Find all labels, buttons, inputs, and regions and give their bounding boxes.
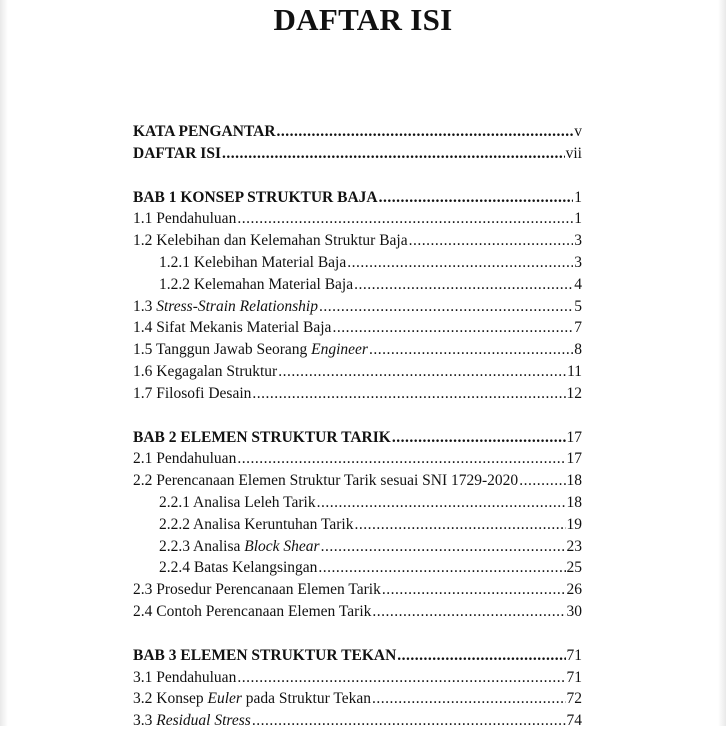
chapter-2 [133,427,582,623]
toc-entry-page: 8 [574,341,582,359]
toc-entry-label [133,710,251,732]
label-text: 3.3 [133,712,157,730]
label-italic-text: Engineer [311,341,368,359]
dot-leader [379,187,574,209]
toc-entry-page: 71 [566,646,582,664]
chapter-1 [133,187,582,405]
toc-entry-label [159,252,346,274]
toc-entry-label [133,688,371,710]
spacer [133,623,582,645]
label-text: 2.2.2 Analisa Keruntuhan Tarik [159,515,354,533]
dot-leader [278,361,566,383]
toc-subsection-entry[interactable] [133,252,582,274]
toc-entry-label [159,557,317,579]
toc-entry-label [159,536,320,558]
dot-leader [237,208,573,230]
toc-chapter-heading[interactable] [133,645,582,667]
label-text: 2.2 Perencanaan Elemen Struktur Tarik sesuai SNI 1729-2020 [133,472,519,490]
toc-section-list [133,448,582,622]
dot-leader [392,427,566,449]
toc-section-entry[interactable] [133,710,582,732]
toc-section-entry[interactable] [133,579,582,601]
dot-leader [318,557,565,579]
toc-entry-label [133,470,518,492]
dot-leader [382,579,566,601]
dot-leader [252,383,565,405]
toc-entry-label [133,361,277,383]
dot-leader [222,143,565,165]
label-italic-text: Residual Stress [156,712,251,730]
label-text: 1.5 Tanggun Jawab Seorang [133,341,312,359]
label-italic-text: Block Shear [244,537,320,555]
spacer [133,165,582,187]
dot-leader [319,296,573,318]
label-italic-text: Stress-Strain Relationship [156,297,318,315]
dot-leader [252,710,566,732]
dot-leader [372,688,566,710]
toc-entry-page: v [574,123,582,140]
label-text: 1.2.1 Kelebihan Material Baja [159,253,347,271]
toc-section-entry[interactable] [133,317,582,339]
toc-entry-label [133,296,318,318]
toc-entry-page: 1 [574,210,582,228]
toc-entry-page: 30 [566,602,582,620]
dot-leader [409,230,574,252]
dot-leader [372,601,565,623]
toc-section-list [133,667,582,732]
toc-entry-label [159,274,353,296]
dot-leader [332,317,573,339]
toc-entry-page: 3 [574,232,582,250]
spacer [133,405,582,427]
toc-entry-page: 74 [566,712,582,730]
toc-entry-label: BAB 3 ELEMEN STRUKTUR TEKAN [133,646,397,664]
toc-entry-page: 19 [566,515,582,533]
toc-entry-label [159,492,316,514]
toc-entry-page: 72 [566,690,582,708]
toc-entry-label [159,514,354,536]
label-text: 1.3 [133,297,157,315]
toc-entry-label [133,339,368,361]
dot-leader [369,339,573,361]
dot-leader [354,274,573,296]
label-italic-text: Euler [207,690,242,708]
toc-entry-page: 17 [566,428,582,446]
toc-entry-page: 17 [566,450,582,468]
toc-entry-page: 12 [566,384,582,402]
toc-entry-page: 4 [574,275,582,293]
toc-entry-label [133,230,408,252]
toc-section-entry[interactable] [133,448,582,470]
toc-entry-page: 1 [574,188,582,206]
toc-entry-page: 5 [574,297,582,315]
dot-leader [519,470,565,492]
label-text: 3.2 Konsep [133,690,208,708]
toc-entry-label: KATA PENGANTAR [133,123,276,140]
label-text: 1.2.2 Kelemahan Material Baja [159,275,354,293]
label-text: 1.2 Kelebihan dan Kelemahan Struktur Baja [133,232,408,250]
toc-section-entry[interactable] [133,230,582,252]
dot-leader [355,514,566,536]
toc-section-entry[interactable] [133,208,582,230]
toc-chapter-heading[interactable] [133,427,582,449]
toc-subsection-entry[interactable] [133,557,582,579]
toc-entry-page: 18 [566,493,582,511]
toc-section-entry[interactable] [133,339,582,361]
label-text: 2.2.3 Analisa [159,537,245,555]
toc-entry-label [133,448,236,470]
toc-entry-page: 7 [574,319,582,337]
toc-entry-page: 3 [574,253,582,271]
label-text-suffix: pada Struktur Tekan [241,690,371,708]
label-text: 1.7 Filosofi Desain [133,384,252,402]
toc-entry-page: 18 [566,472,582,490]
toc-entry-label: BAB 2 ELEMEN STRUKTUR TARIK [133,428,391,446]
toc-section-entry[interactable] [133,296,582,318]
page-edge-right [718,0,726,726]
label-text: 2.2.4 Batas Kelangsingan [159,559,318,577]
dot-leader [321,536,566,558]
toc-entry-page: 26 [566,581,582,599]
toc-entry-kata-pengantar[interactable] [133,121,582,143]
dot-leader [237,448,565,470]
toc-section-entry[interactable] [133,470,582,492]
label-text: 3.1 Pendahuluan [133,668,237,686]
toc-entry-label [133,601,371,623]
toc-subsection-entry[interactable] [133,492,582,514]
label-text: 1.6 Kegagalan Struktur [133,362,278,380]
label-text: 2.3 Prosedur Perencanaan Elemen Tarik [133,581,381,599]
table-of-contents [133,121,582,732]
toc-entry-label [133,383,251,405]
label-text: 1.4 Sifat Mekanis Material Baja [133,319,332,337]
label-text: 2.4 Contoh Perencanaan Elemen Tarik [133,602,372,620]
toc-entry-page: 23 [566,537,582,555]
toc-entry-page: vii [565,144,582,162]
toc-entry-label [133,579,381,601]
dot-leader [397,645,565,667]
dot-leader [317,492,566,514]
page-title: DAFTAR ISI [273,2,453,37]
label-text: 2.2.1 Analisa Leleh Tarik [159,493,316,511]
toc-subsection-entry[interactable] [133,514,582,536]
toc-entry-label: BAB 1 KONSEP STRUKTUR BAJA [133,188,378,206]
dot-leader [347,252,573,274]
toc-section-list [133,208,582,404]
toc-subsection-entry[interactable] [133,274,582,296]
toc-entry-daftar-isi[interactable] [133,143,582,165]
toc-section-entry[interactable] [133,688,582,710]
toc-entry-page: 11 [567,362,582,380]
toc-entry-page: 25 [566,559,582,577]
toc-entry-label [133,667,236,689]
toc-entry-page: 71 [566,668,582,686]
toc-entry-label [133,208,236,230]
toc-entry-label [133,317,331,339]
toc-section-entry[interactable] [133,361,582,383]
toc-subsection-entry[interactable] [133,536,582,558]
dot-leader [277,121,574,143]
dot-leader [237,667,565,689]
toc-entry-label: DAFTAR ISI [133,144,221,162]
toc-chapter-heading[interactable] [133,187,582,209]
toc-section-entry[interactable] [133,601,582,623]
toc-section-entry[interactable] [133,667,582,689]
label-text: 1.1 Pendahuluan [133,210,237,228]
label-text: 2.1 Pendahuluan [133,450,237,468]
chapter-3 [133,645,582,732]
page-edge-left [0,0,8,726]
toc-section-entry[interactable] [133,383,582,405]
